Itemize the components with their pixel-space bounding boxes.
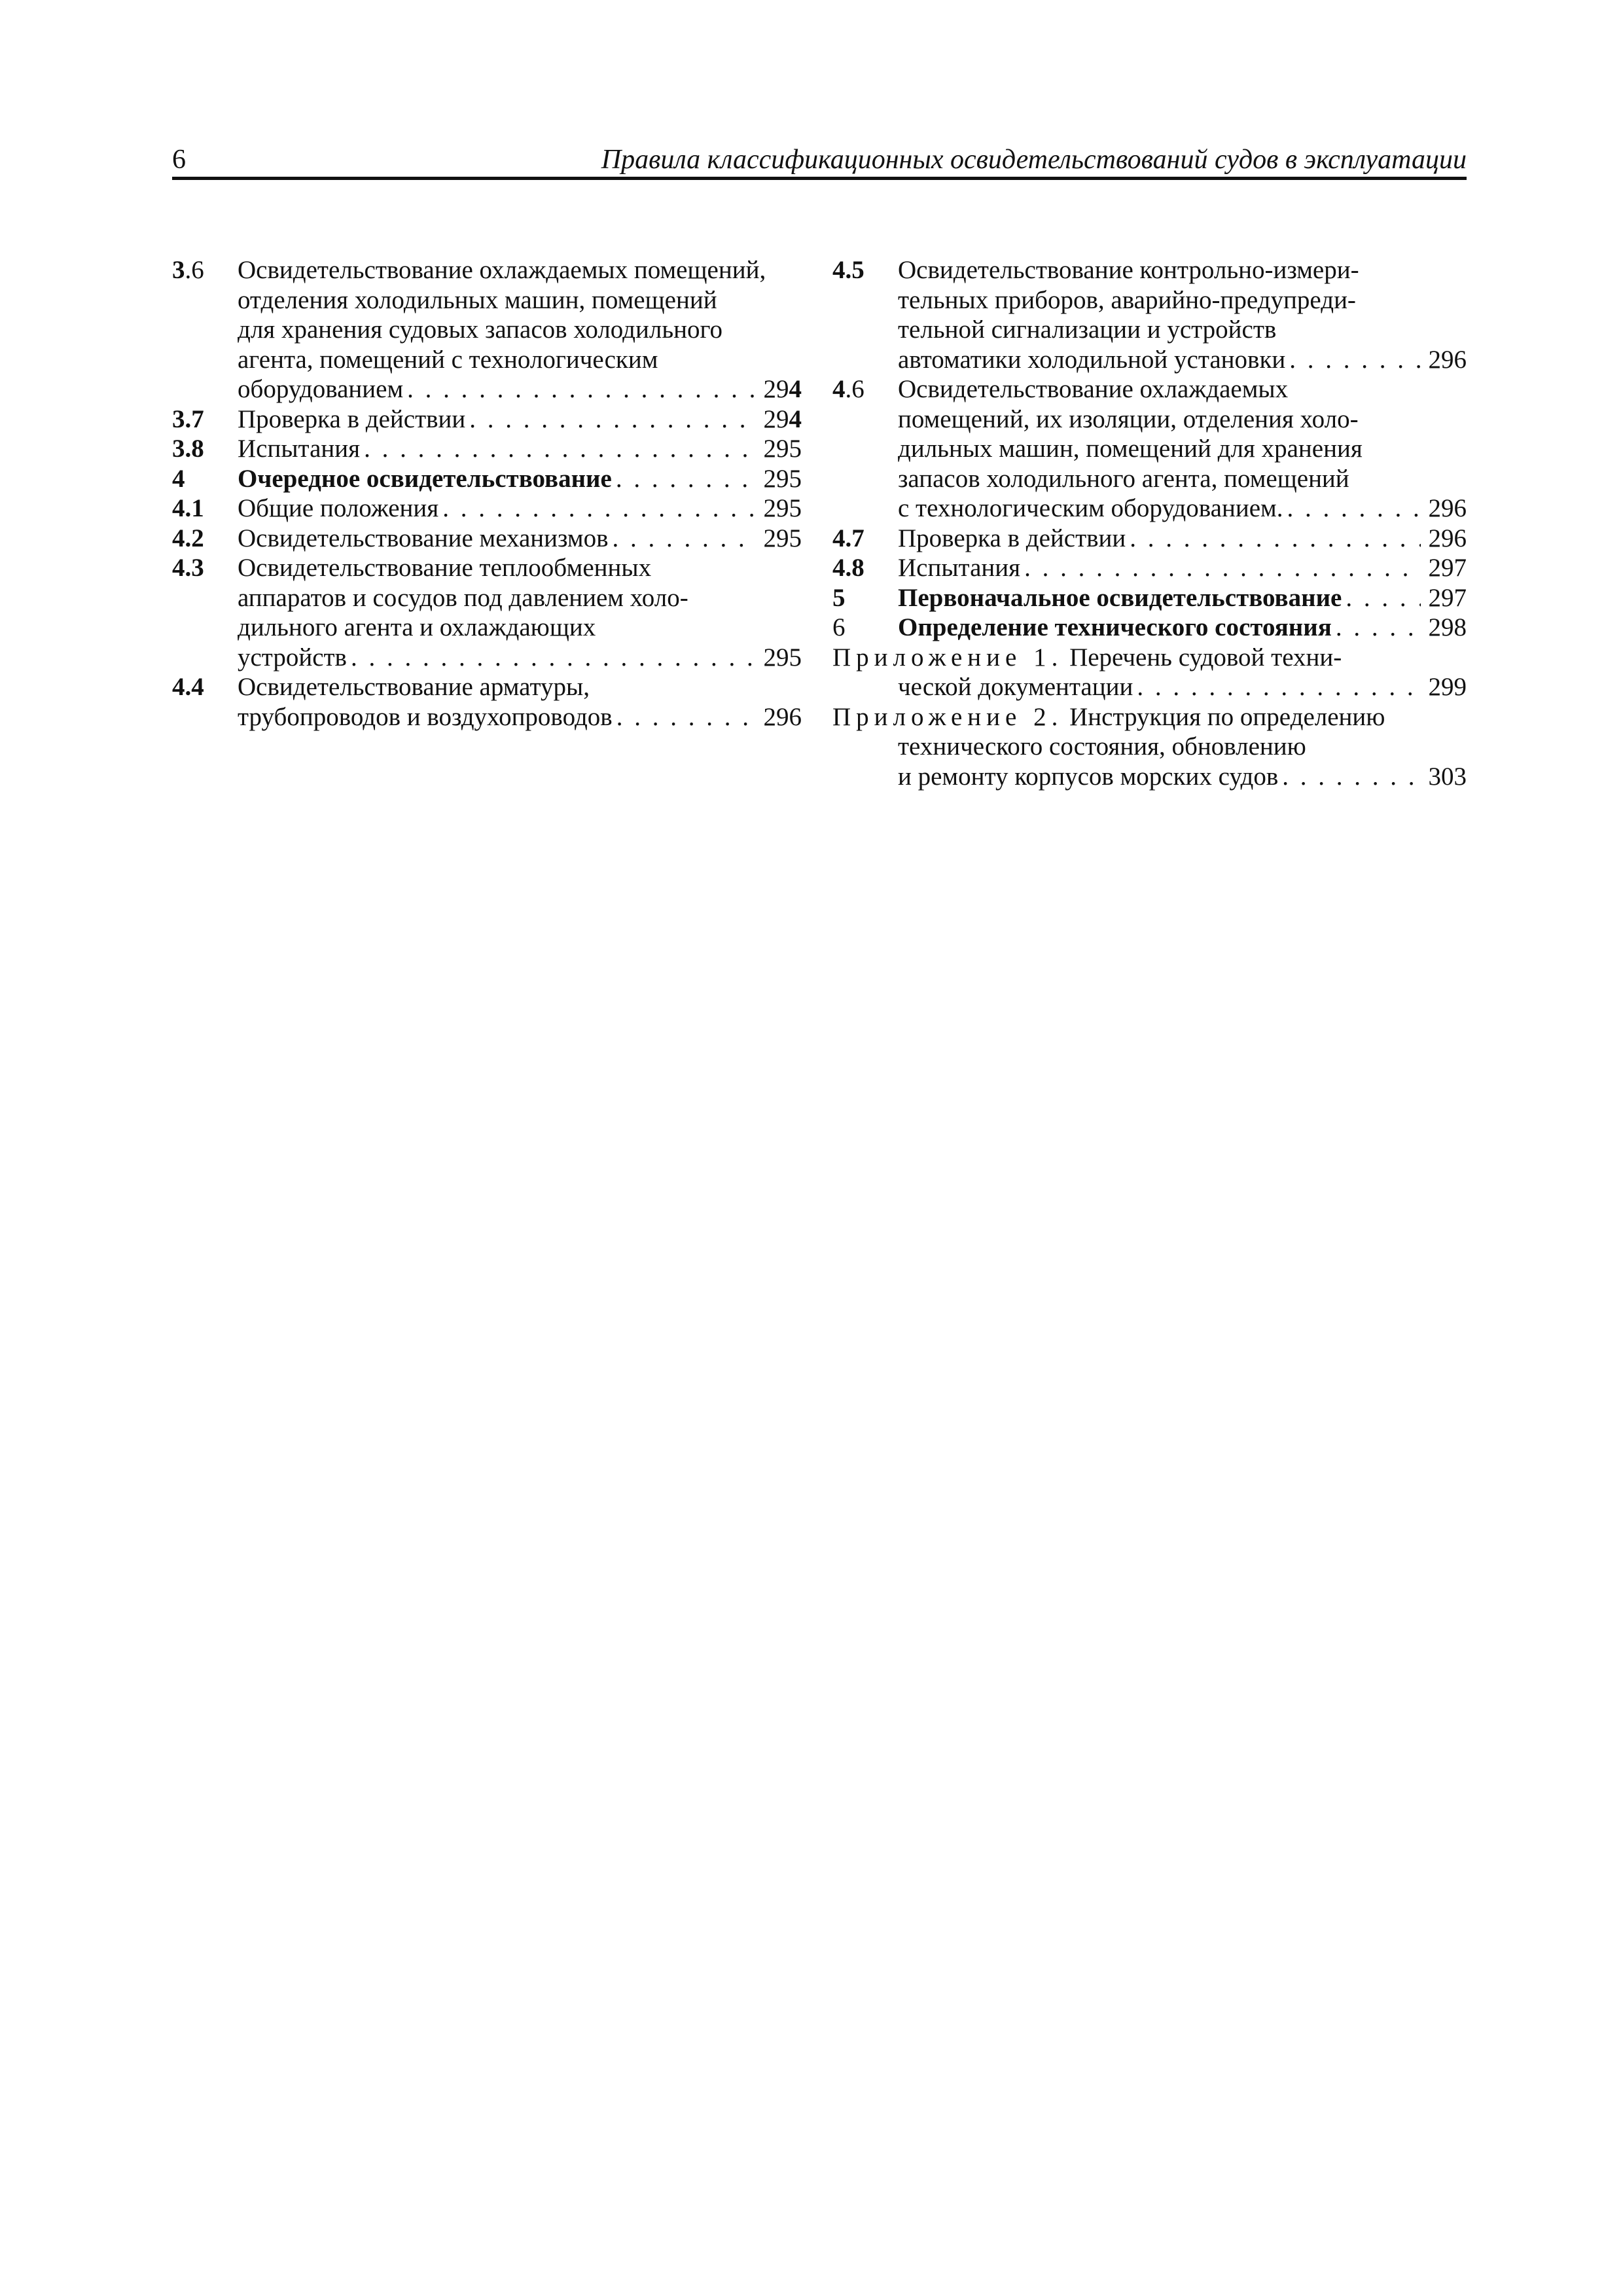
section-number: 4.3 <box>172 554 204 582</box>
page-ref: 303 <box>1428 762 1467 791</box>
dot-leader <box>1137 672 1421 702</box>
entry-title: Испытания <box>898 554 1021 582</box>
entry-title: и ремонту корпусов морских судов <box>898 762 1279 791</box>
toc-entry-4-7 <box>832 524 1467 554</box>
entry-line: для хранения судовых запасов холодильного <box>238 315 723 344</box>
section-number: 3.8 <box>172 435 204 463</box>
section-number: 6 <box>832 613 846 641</box>
header-rule <box>172 177 1467 180</box>
page-ref: 296 <box>1428 345 1467 374</box>
page-ref: 295 <box>763 524 802 552</box>
section-number: 3.7 <box>172 404 204 433</box>
page-ref: 295 <box>763 464 802 493</box>
section-number: 4.8 <box>832 554 865 582</box>
page-ref: 297 <box>1428 554 1467 582</box>
entry-title: трубопроводов и воздухопроводов <box>238 702 613 731</box>
toc-entry-4-6 <box>832 374 1467 524</box>
dot-leader <box>1289 345 1421 375</box>
section-number: 4.2 <box>172 524 204 552</box>
page-ref: 298 <box>1428 613 1467 641</box>
toc-entry-3-8 <box>172 434 802 464</box>
entry-line: Освидетельствование охлаждаемых <box>898 375 1289 403</box>
appendix-1-entry <box>832 643 1467 702</box>
entry-line: тельных приборов, аварийно-предупреди- <box>898 285 1356 314</box>
page-ref: 297 <box>1428 583 1467 612</box>
entry-title: устройств <box>238 643 347 672</box>
section-number: 4.7 <box>832 524 865 552</box>
dot-leader <box>616 702 756 732</box>
entry-line: технического состояния, обновлению <box>898 732 1306 761</box>
appendix-first-line <box>832 702 1467 732</box>
page-ref: 295 <box>763 643 802 672</box>
entry-title: Определение технического состояния <box>898 613 1332 641</box>
page-ref: 295 <box>763 494 802 522</box>
entry-line: дильного агента и охлаждающих <box>238 613 596 641</box>
page-ref: 296 <box>763 702 802 731</box>
entry-line: Освидетельствование теплообменных <box>238 554 652 582</box>
entry-line: отделения холодильных машин, помещений <box>238 285 717 314</box>
toc-entry-4-2 <box>172 524 802 554</box>
entry-title: оборудованием <box>238 375 404 403</box>
appendix-2-entry <box>832 702 1467 792</box>
entry-line: Освидетельствование контрольно-измери- <box>898 256 1359 284</box>
appendix-first-line <box>832 643 1467 673</box>
entry-title: Освидетельствование механизмов <box>238 524 609 552</box>
toc-entry-3-6 <box>172 255 802 404</box>
section-number: 4.4 <box>172 673 204 701</box>
page-number: 6 <box>172 145 186 175</box>
appendix-label: Приложение 1. <box>832 643 1063 672</box>
entry-line: агента, помещений с технологическим <box>238 345 658 374</box>
toc-entry-4-1 <box>172 493 802 524</box>
dot-leader <box>1346 583 1421 613</box>
section-number: 5 <box>832 583 846 612</box>
toc-entry-6 <box>832 613 1467 643</box>
dot-leader <box>364 434 756 464</box>
entry-line: запасов холодильного агента, помещений <box>898 464 1349 493</box>
entry-line: Освидетельствование охлаждаемых помещений, <box>238 256 766 284</box>
dot-leader <box>613 524 757 554</box>
toc-left-column <box>172 255 802 732</box>
appendix-title: Перечень судовой техни- <box>1069 643 1342 672</box>
toc-entry-5 <box>832 583 1467 613</box>
entry-title: ческой документации <box>898 673 1133 701</box>
dot-leader <box>1024 553 1421 583</box>
entry-line: аппаратов и сосудов под давлением холо- <box>238 583 688 612</box>
dot-leader <box>407 374 756 404</box>
entry-line: тельной сигнализации и устройств <box>898 315 1277 344</box>
entry-title: с технологическим оборудованием. <box>898 494 1283 522</box>
page-ref: 294 <box>763 375 802 403</box>
section-number: 4.6 <box>832 375 865 403</box>
section-number: 3.6 <box>172 256 204 284</box>
dot-leader <box>442 493 756 524</box>
page-ref: 299 <box>1428 673 1467 701</box>
dot-leader <box>1287 493 1421 524</box>
entry-title: Проверка в действии <box>898 524 1126 552</box>
entry-title: Общие положения <box>238 494 439 522</box>
toc-entry-4-8 <box>832 553 1467 583</box>
entry-title: Проверка в действии <box>238 404 466 433</box>
page-ref: 296 <box>1428 524 1467 552</box>
dot-leader <box>1336 613 1421 643</box>
entry-title: Первоначальное освидетельствование <box>898 583 1342 612</box>
section-number: 4.1 <box>172 494 204 522</box>
entry-title: Очередное освидетельствование <box>238 464 612 493</box>
page-ref: 295 <box>763 435 802 463</box>
entry-line: дильных машин, помещений для хранения <box>898 435 1363 463</box>
entry-title: автоматики холодильной установки <box>898 345 1286 374</box>
dot-leader <box>469 404 756 435</box>
running-title: Правила классификационных освидетельствований судов в эксплуатации <box>601 145 1467 175</box>
page-ref: 294 <box>763 404 802 433</box>
dot-leader <box>1130 524 1421 554</box>
section-number: 4.5 <box>832 256 865 284</box>
appendix-label: Приложение 2. <box>832 702 1063 731</box>
toc-entry-4 <box>172 464 802 494</box>
toc-entry-4-3 <box>172 553 802 672</box>
page-header <box>172 143 1467 181</box>
entry-line: Освидетельствование арматуры, <box>238 673 590 701</box>
toc-entry-4-5 <box>832 255 1467 374</box>
toc-entry-3-7 <box>172 404 802 435</box>
appendix-title: Инструкция по определению <box>1069 702 1385 731</box>
section-number: 4 <box>172 464 185 493</box>
entry-title: Испытания <box>238 435 361 463</box>
dot-leader <box>616 464 756 494</box>
toc-entry-4-4 <box>172 672 802 732</box>
toc-right-column <box>832 255 1467 791</box>
page-ref: 296 <box>1428 494 1467 522</box>
dot-leader <box>1282 762 1421 792</box>
dot-leader <box>351 643 756 673</box>
entry-line: помещений, их изоляции, отделения холо- <box>898 404 1359 433</box>
